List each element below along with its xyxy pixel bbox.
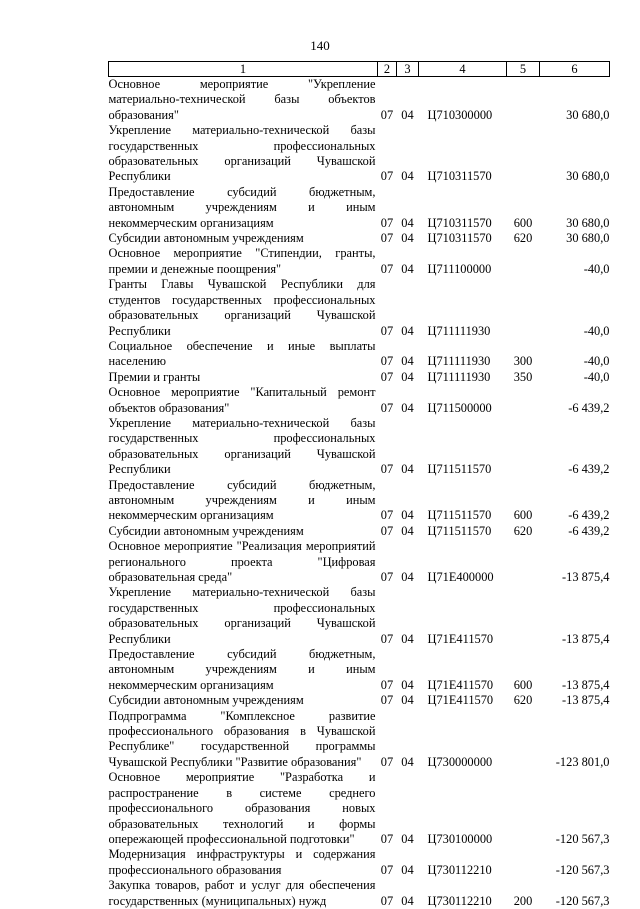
row-section: 07 (380, 508, 394, 523)
row-expense-type: 620 (513, 231, 533, 246)
table-row (109, 277, 610, 339)
row-expense-type: 620 (513, 523, 533, 538)
row-section: 07 (380, 754, 394, 769)
row-section: 07 (380, 831, 394, 846)
row-expense-type (507, 585, 540, 647)
row-subsection: 04 (401, 107, 414, 122)
row-subsection: 04 (401, 323, 414, 338)
row-target-article: Ц730000000 (427, 754, 493, 769)
row-amount: -13 875,4 (562, 693, 610, 708)
row-target-article: Ц711511570 (427, 523, 492, 538)
row-subsection: 04 (401, 523, 414, 538)
row-name: Укрепление материально-технической базы государственных профессиональных образовательных организаций Чувашской Республики (108, 123, 376, 184)
header-col-1: 1 (109, 62, 378, 77)
row-expense-type (507, 847, 540, 878)
table-row (109, 385, 610, 416)
table-body (109, 77, 610, 909)
header-row (109, 62, 610, 77)
row-amount: -40,0 (583, 261, 610, 276)
row-subsection: 04 (401, 862, 414, 877)
row-amount: -123 801,0 (555, 754, 610, 769)
row-name: Субсидии автономным учреждениям (108, 523, 304, 538)
table-row (109, 539, 610, 585)
row-subsection: 04 (401, 508, 414, 523)
row-amount: -13 875,4 (562, 677, 610, 692)
page-number: 140 (310, 38, 330, 53)
row-subsection: 04 (401, 400, 414, 415)
row-section: 07 (380, 369, 394, 384)
row-target-article: Ц711511570 (427, 508, 492, 523)
table-row (109, 231, 610, 246)
row-target-article: Ц711511570 (427, 462, 492, 477)
table-row (109, 246, 610, 277)
row-section: 07 (380, 631, 394, 646)
row-name: Основное мероприятие "Капитальный ремонт объектов образования" (108, 385, 376, 415)
row-subsection: 04 (401, 631, 414, 646)
table-row (109, 770, 610, 847)
row-section: 07 (380, 215, 394, 230)
row-expense-type: 620 (513, 693, 533, 708)
row-name: Социальное обеспечение и иные выплаты населению (108, 338, 376, 369)
row-amount: -13 875,4 (562, 570, 610, 584)
row-expense-type (507, 709, 540, 771)
row-subsection: 04 (401, 169, 414, 184)
row-amount: -6 439,2 (568, 400, 610, 415)
row-target-article: Ц710311570 (427, 169, 492, 184)
row-amount: -120 567,3 (555, 862, 610, 877)
row-amount: -6 439,2 (568, 462, 610, 477)
row-name: Модернизация инфраструктуры и содержания профессионального образования (108, 847, 376, 877)
row-expense-type: 350 (513, 369, 533, 384)
row-amount: 30 680,0 (566, 215, 610, 230)
row-target-article: Ц730112210 (427, 862, 492, 877)
header-col-2: 2 (378, 62, 397, 77)
row-amount: 30 680,0 (566, 231, 610, 246)
row-name: Укрепление материально-технической базы государственных профессиональных образовательных организаций Чувашской Республики (108, 585, 376, 646)
row-target-article: Ц711111930 (427, 354, 491, 369)
row-expense-type (507, 385, 540, 416)
table-row (109, 585, 610, 647)
row-name: Подпрограмма "Комплексное развитие профессионального образования в Чувашской Республике" государственной программы Чувашской Республики "Развитие образования" (108, 708, 376, 769)
row-amount: -120 567,3 (555, 893, 610, 908)
row-expense-type (507, 277, 540, 339)
row-section: 07 (380, 354, 394, 369)
row-subsection: 04 (401, 462, 414, 477)
row-name: Премии и гранты (108, 369, 201, 384)
table-row (109, 524, 610, 539)
table-row (109, 185, 610, 231)
row-name: Основное мероприятие "Разработка и распространение в системе среднего профессионального образования новых образовательных технологий и формы опережающей профессиональной подготовки" (108, 770, 376, 846)
row-amount: -40,0 (583, 323, 610, 338)
table-row (109, 878, 610, 909)
row-subsection: 04 (401, 570, 414, 584)
row-expense-type: 600 (513, 677, 533, 692)
row-subsection: 04 (401, 369, 414, 384)
row-name: Предоставление субсидий бюджетным, автономным учреждениям и иным некоммерческим организациям (108, 184, 376, 230)
row-section: 07 (380, 231, 394, 246)
row-section: 07 (380, 523, 394, 538)
row-target-article: Ц71Е411570 (427, 693, 494, 708)
table-row (109, 123, 610, 185)
row-expense-type (507, 77, 540, 124)
row-name: Основное мероприятие "Укрепление материально-технической базы объектов образования" (108, 77, 376, 122)
row-target-article: Ц710311570 (427, 215, 492, 230)
row-section: 07 (380, 570, 394, 584)
row-expense-type: 300 (513, 354, 533, 369)
row-section: 07 (380, 400, 394, 415)
header-col-6: 6 (540, 62, 610, 77)
header-col-4: 4 (419, 62, 507, 77)
row-target-article: Ц710311570 (427, 231, 492, 246)
row-target-article: Ц711111930 (427, 369, 491, 384)
row-expense-type (507, 539, 540, 585)
row-name: Закупка товаров, работ и услуг для обеспечения государственных (муниципальных) нужд (108, 878, 376, 908)
table-row (109, 77, 610, 124)
row-amount: -13 875,4 (562, 631, 610, 646)
budget-table (108, 61, 610, 909)
row-subsection: 04 (401, 831, 414, 846)
row-expense-type: 200 (513, 893, 533, 908)
header-col-5: 5 (507, 62, 540, 77)
row-subsection: 04 (401, 893, 414, 908)
row-expense-type (507, 123, 540, 185)
row-section: 07 (380, 893, 394, 908)
row-section: 07 (380, 107, 394, 122)
row-subsection: 04 (401, 354, 414, 369)
row-amount: -6 439,2 (568, 508, 610, 523)
row-expense-type (507, 416, 540, 478)
table-row (109, 847, 610, 878)
row-target-article: Ц711111930 (427, 323, 491, 338)
row-section: 07 (380, 169, 394, 184)
row-section: 07 (380, 323, 394, 338)
table-row (109, 416, 610, 478)
row-subsection: 04 (401, 693, 414, 708)
row-name: Субсидии автономным учреждениям (108, 231, 304, 246)
row-section: 07 (380, 462, 394, 477)
row-amount: -40,0 (583, 354, 610, 369)
row-section: 07 (380, 677, 394, 692)
row-section: 07 (380, 261, 394, 276)
row-amount: -40,0 (583, 369, 610, 384)
row-name: Гранты Главы Чувашской Республики для студентов государственных профессиональных образовательных организаций Чувашской Республики (108, 277, 376, 338)
row-amount: -120 567,3 (555, 831, 610, 846)
table-row (109, 370, 610, 385)
row-expense-type (507, 770, 540, 847)
row-subsection: 04 (401, 754, 414, 769)
row-expense-type: 600 (513, 215, 533, 230)
row-name: Предоставление субсидий бюджетным, автономным учреждениям и иным некоммерческим организациям (108, 647, 376, 692)
row-target-article: Ц711100000 (427, 261, 492, 276)
row-name: Укрепление материально-технической базы государственных профессиональных образовательных организаций Чувашской Республики (108, 415, 376, 477)
table-row (109, 693, 610, 708)
row-target-article: Ц71Е400000 (427, 570, 494, 584)
table-row (109, 478, 610, 524)
row-target-article: Ц71Е411570 (427, 631, 494, 646)
row-name: Предоставление субсидий бюджетным, автономным учреждениям и иным некоммерческим организациям (108, 477, 376, 523)
row-target-article: Ц710300000 (427, 107, 493, 122)
row-name: Основное мероприятие "Реализация мероприятий регионального проекта "Цифровая образовательная среда" (108, 539, 376, 584)
row-expense-type (507, 246, 540, 277)
header-col-3: 3 (397, 62, 419, 77)
row-amount: -6 439,2 (568, 523, 610, 538)
row-subsection: 04 (401, 677, 414, 692)
row-target-article: Ц730100000 (427, 831, 493, 846)
row-target-article: Ц730112210 (427, 893, 492, 908)
row-section: 07 (380, 693, 394, 708)
row-expense-type: 600 (513, 508, 533, 523)
row-subsection: 04 (401, 215, 414, 230)
row-section: 07 (380, 862, 394, 877)
row-name: Основное мероприятие "Стипендии, гранты, премии и денежные поощрения" (108, 246, 376, 276)
row-subsection: 04 (401, 231, 414, 246)
row-subsection: 04 (401, 261, 414, 276)
table-header (109, 62, 610, 77)
row-amount: 30 680,0 (566, 169, 610, 184)
table-row (109, 709, 610, 771)
row-target-article: Ц711500000 (427, 400, 492, 415)
row-amount: 30 680,0 (566, 107, 610, 122)
row-name: Субсидии автономным учреждениям (108, 693, 304, 708)
table-row (109, 647, 610, 693)
row-target-article: Ц71Е411570 (427, 677, 494, 692)
table-row (109, 339, 610, 370)
